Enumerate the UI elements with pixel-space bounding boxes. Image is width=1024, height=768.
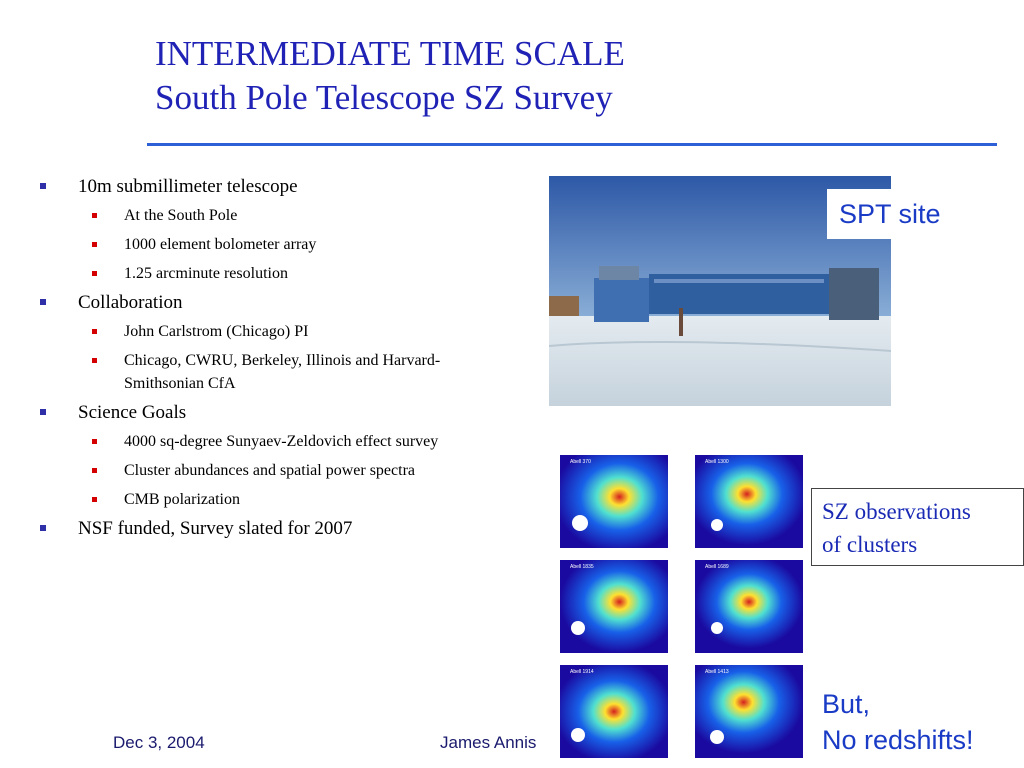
sz-panel-label: Abell 1413 (705, 669, 729, 675)
title-divider (147, 143, 997, 146)
sz-panel-label: Abell 370 (570, 459, 591, 465)
sz-panel (560, 665, 668, 758)
title-line-1: INTERMEDIATE TIME SCALE (155, 34, 625, 73)
bullet-marker (92, 358, 97, 363)
sub-bullet: 1000 element bolometer array (40, 233, 510, 256)
sz-caption-line-1: SZ observations (822, 499, 971, 524)
sub-bullet: Cluster abundances and spatial power spectra (40, 459, 510, 482)
sub-bullet: 1.25 arcminute resolution (40, 262, 510, 285)
bullet-list (40, 175, 510, 546)
bullet-marker (40, 183, 46, 189)
sz-observation-panels (540, 450, 810, 768)
bullet-marker (92, 439, 97, 444)
bullet-marker (40, 299, 46, 305)
sub-bullet: Chicago, CWRU, Berkeley, Illinois and Harvard-Smithsonian CfA (40, 349, 504, 395)
no-redshifts-note (822, 686, 974, 758)
slide-title (155, 32, 625, 120)
sz-panel (695, 560, 803, 653)
bullet-science-goals: Science Goals (40, 401, 510, 424)
bullet-funding: NSF funded, Survey slated for 2007 (40, 517, 510, 540)
bullet-collaboration: Collaboration (40, 291, 510, 314)
sz-caption-box (811, 488, 1024, 566)
bullet-marker (92, 468, 97, 473)
sz-panel-label: Abell 1689 (705, 564, 729, 570)
note-line-1: But, (822, 689, 871, 719)
footer-author: James Annis (440, 733, 537, 752)
bullet-marker (40, 525, 46, 531)
sub-bullet: CMB polarization (40, 488, 510, 511)
sub-bullet: At the South Pole (40, 204, 510, 227)
bullet-marker (92, 329, 97, 334)
bullet-marker (92, 497, 97, 502)
footer-date: Dec 3, 2004 (113, 733, 205, 752)
title-line-2: South Pole Telescope SZ Survey (155, 78, 613, 117)
spt-site-caption: SPT site (827, 189, 957, 239)
sz-panel (560, 455, 668, 548)
sz-panel-label: Abell 1835 (570, 564, 594, 570)
bullet-marker (92, 213, 97, 218)
sz-caption-line-2: of clusters (822, 532, 918, 557)
bullet-marker (40, 409, 46, 415)
sz-panel (695, 455, 803, 548)
bullet-telescope: 10m submillimeter telescope (40, 175, 510, 198)
bullet-marker (92, 242, 97, 247)
sz-panel-label: Abell 1914 (570, 669, 594, 675)
sz-panel-label: Abell 1300 (705, 459, 729, 465)
note-line-2: No redshifts! (822, 725, 974, 755)
sz-panel (695, 665, 803, 758)
sub-bullet: John Carlstrom (Chicago) PI (40, 320, 510, 343)
sub-bullet: 4000 sq-degree Sunyaev-Zeldovich effect survey (40, 430, 504, 453)
sz-panel (560, 560, 668, 653)
bullet-marker (92, 271, 97, 276)
